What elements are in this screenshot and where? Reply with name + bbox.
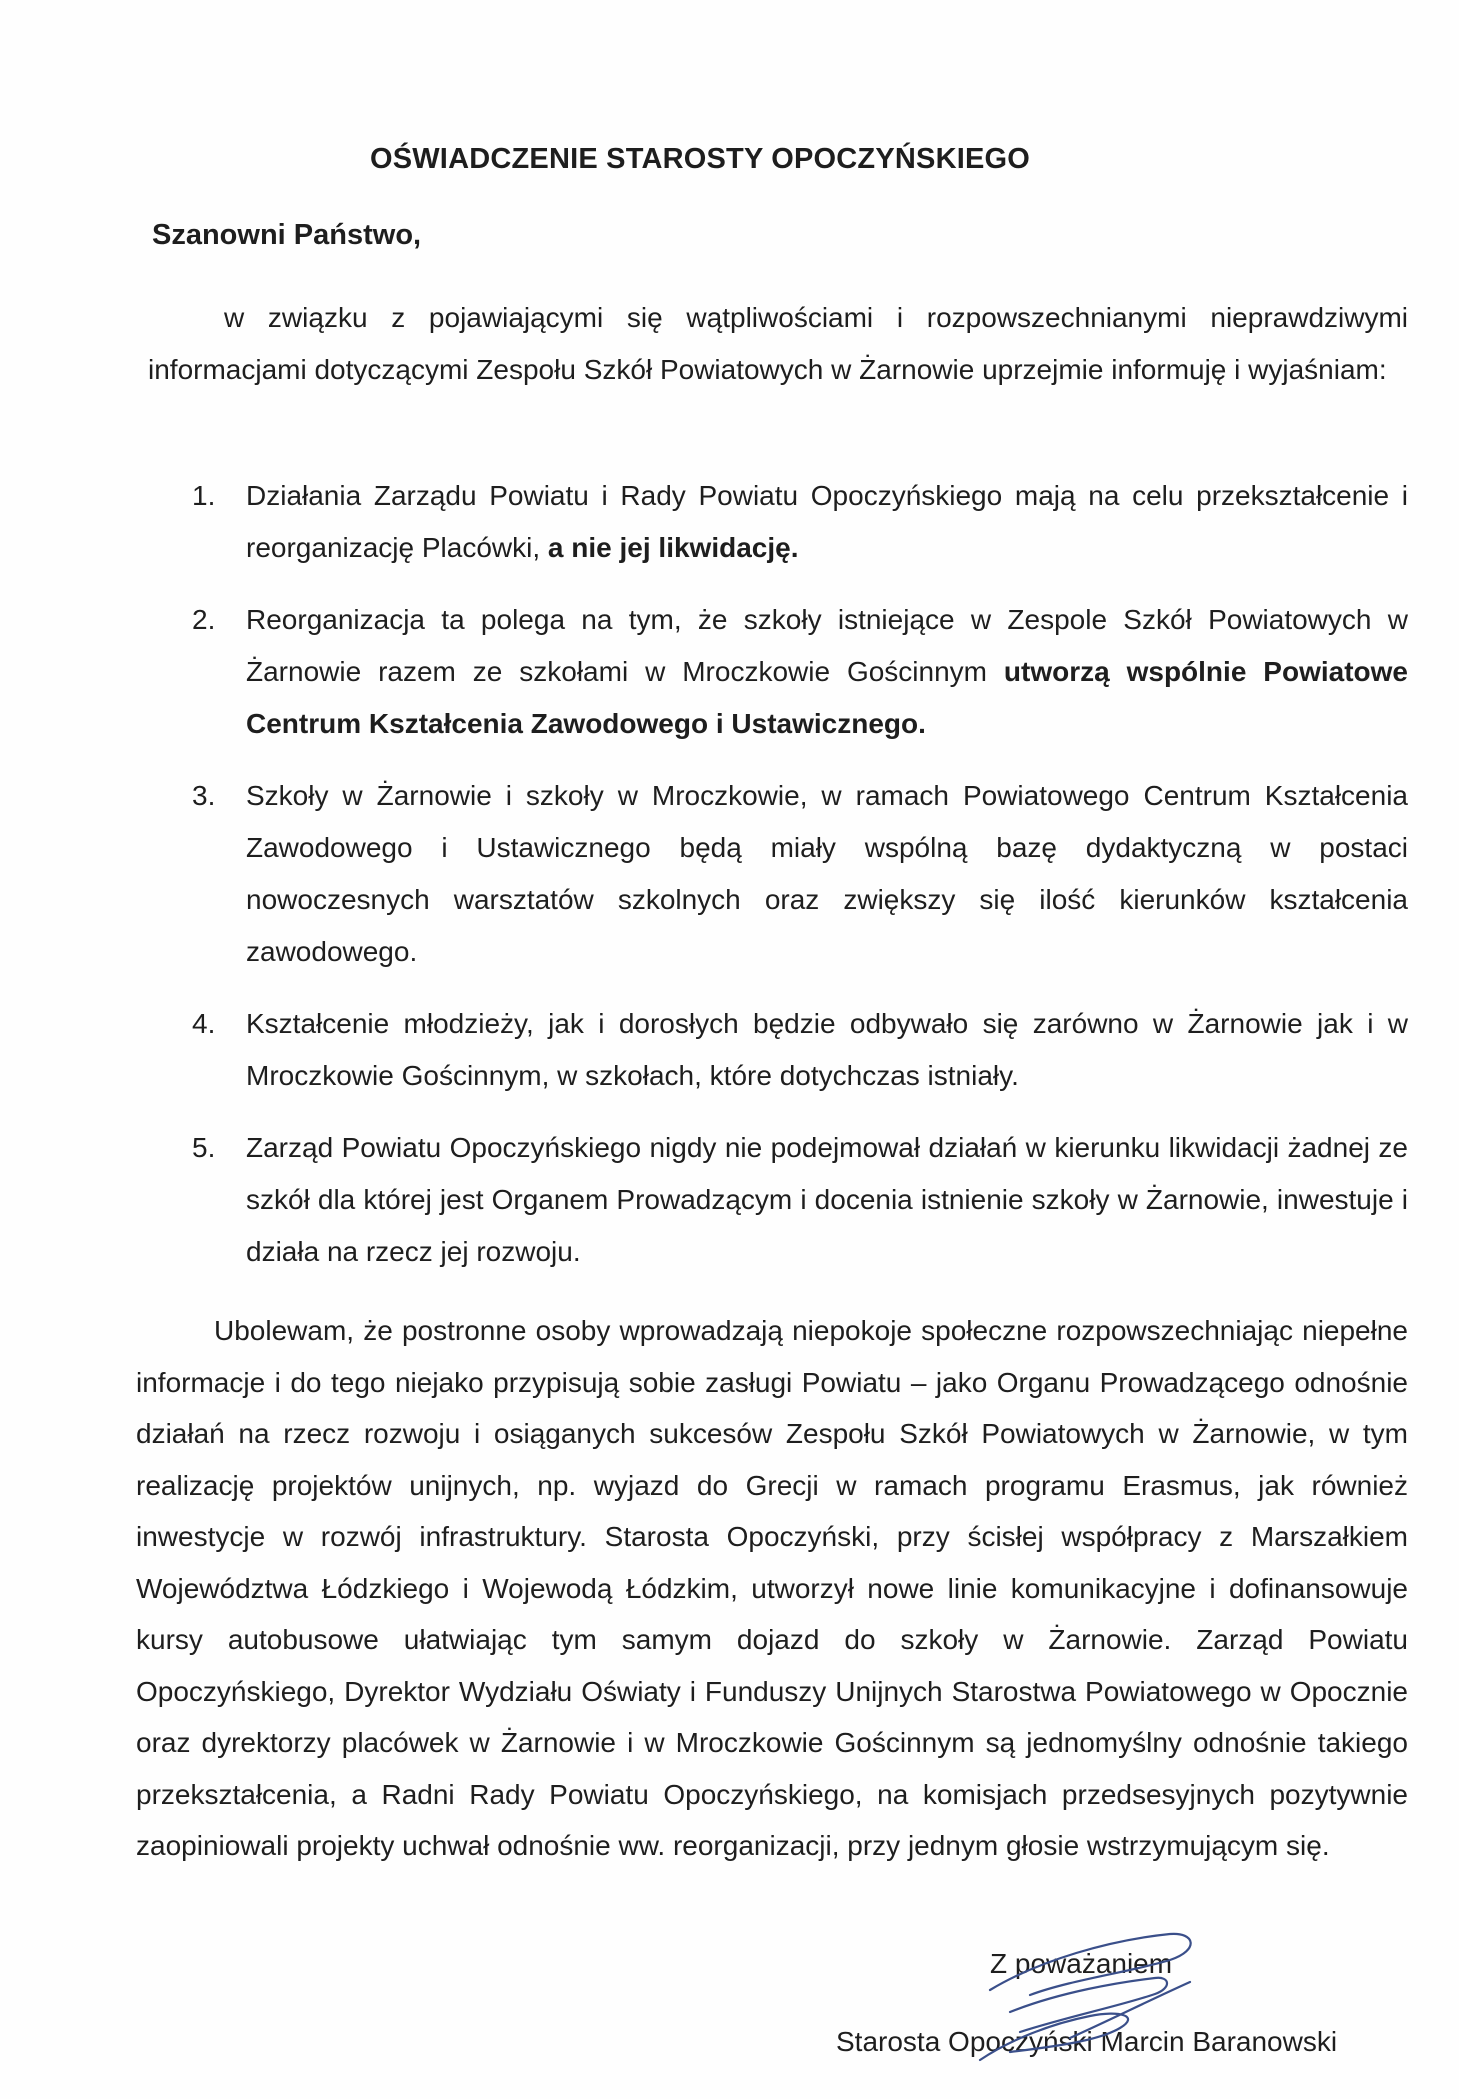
list-item-number: 3. bbox=[192, 780, 216, 811]
signer-name: Starosta Opoczyński Marcin Baranowski bbox=[836, 2026, 1338, 2057]
closing-paragraph: Ubolewam, że postronne osoby wprowadzają niepokoje społeczne rozpowszechniając niepełne informacje i do tego niejako przypisują sobie zasługi Powiatu – jako Organu Prowadzącego odnośnie działań na rzecz rozwoju i osiąganych sukcesów Zespołu Szkół Powiatowych w Żarnowie, w tym realizację projektów unijnych, np. wyjazd do Grecji w ramach programu Erasmus, jak również inwestycje w rozwój infrastruktury. Starosta Opoczyński, przy ścisłej współpracy z Marszałkiem Województwa Łódzkiego i Wojewodą Łódzkim, utworzył nowe linie komunikacyjne i dofinansowuje kursy autobusowe ułatwiając tym samym dojazd do szkoły w Żarnowie. Zarząd Powiatu Opoczyńskiego, Dyrektor Wydziału Oświaty i Funduszy Unijnych Starostwa Powiatowego w Opocznie oraz dyrektorzy placówek w Żarnowie i w Mroczkowie Gościnnym są jednomyślny odnośnie takiego przekształcenia, a Radni Rady Powiatu Opoczyńskiego, na komisjach przedsesyjnych pozytywnie zaopiniowali projekty uchwał odnośnie ww. reorganizacji, przy jednym głosie wstrzymującym się. bbox=[136, 1315, 1408, 1861]
list-item bbox=[148, 1122, 1408, 1278]
list-item-number: 2. bbox=[192, 604, 216, 635]
list-item bbox=[148, 594, 1408, 750]
list-item-number: 5. bbox=[192, 1132, 216, 1163]
list-item-number: 4. bbox=[192, 1008, 216, 1039]
intro-paragraph: w związku z pojawiającymi się wątpliwościami i rozpowszechnianymi nieprawdziwymi informacjami dotyczącymi Zespołu Szkół Powiatowych w Żarnowie uprzejmie informuję i wyjaśniam: bbox=[148, 302, 1408, 385]
salutation: Szanowni Państwo, bbox=[152, 219, 422, 251]
list-item-text: Reorganizacja ta polega na tym, że szkoły istniejące w Zespole Szkół Powiatowych w Żarnowie razem ze szkołami w Mroczkowie Gościnnym bbox=[246, 604, 1408, 687]
list-item-text: Działania Zarządu Powiatu i Rady Powiatu Opoczyńskiego mają na celu przekształcenie i reorganizację Placówki, bbox=[246, 480, 1408, 563]
list-item-text: Kształcenie młodzieży, jak i dorosłych będzie odbywało się zarówno w Żarnowie jak i w Mroczkowie Gościnnym, w szkołach, które dotychczas istniały. bbox=[246, 1008, 1408, 1091]
list-item-text: Zarząd Powiatu Opoczyńskiego nigdy nie podejmował działań w kierunku likwidacji żadnej ze szkół dla której jest Organem Prowadzącym i docenia istnienie szkoły w Żarnowie, inwestuje i działa na rzecz jej rozwoju. bbox=[246, 1132, 1408, 1267]
list-item-bold-text: utworzą wspólnie Powiatowe Centrum Kształcenia Zawodowego i Ustawicznego. bbox=[246, 656, 1408, 739]
list-item bbox=[148, 998, 1408, 1102]
regards-line: Z poważaniem bbox=[990, 1948, 1173, 1979]
list-item-text: Szkoły w Żarnowie i szkoły w Mroczkowie, w ramach Powiatowego Centrum Kształcenia Zawodowego i Ustawicznego będą miały wspólną bazę dydaktyczną w postaci nowoczesnych warsztatów szkolnych oraz zwiększy się ilość kierunków kształcenia zawodowego. bbox=[246, 780, 1408, 967]
list-item bbox=[148, 770, 1408, 978]
list-item-number: 1. bbox=[192, 480, 216, 511]
list-item-bold-text: a nie jej likwidację. bbox=[547, 532, 799, 563]
list-item bbox=[148, 470, 1408, 574]
numbered-list bbox=[148, 470, 1408, 1298]
document-title: OŚWIADCZENIE STAROSTY OPOCZYŃSKIEGO bbox=[369, 143, 1031, 175]
